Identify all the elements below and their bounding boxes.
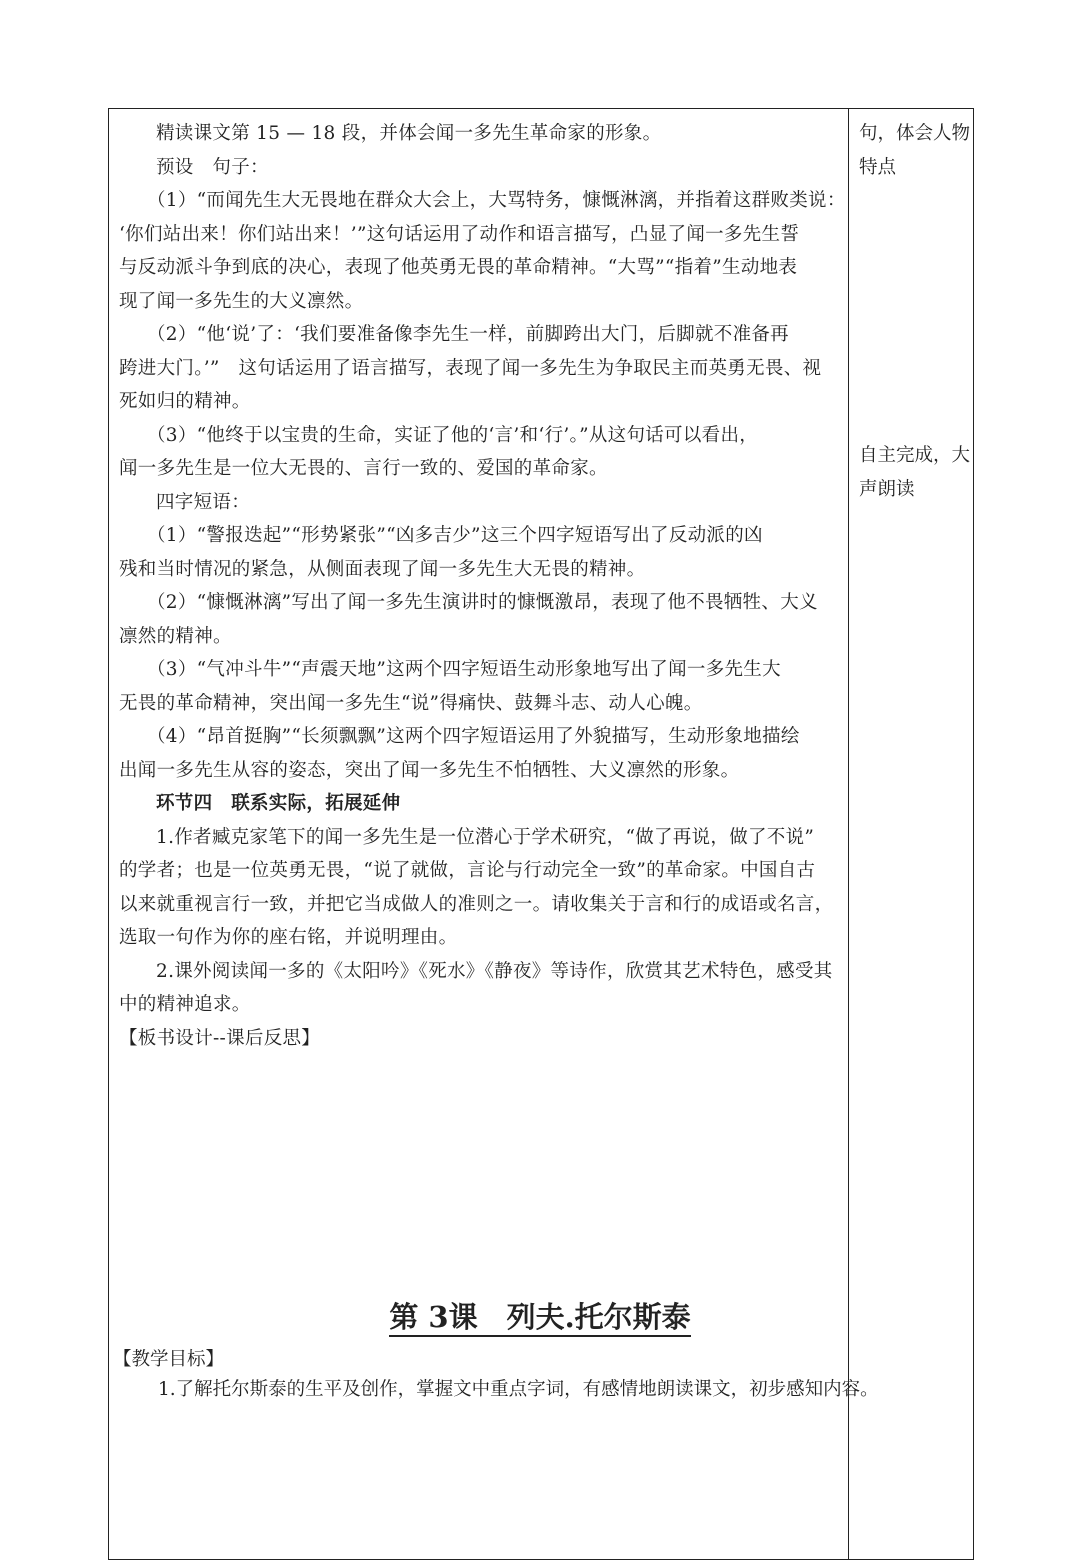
content-line: 选取一句作为你的座右铭，并说明理由。 [119, 927, 458, 948]
content-line: 出闻一多先生从容的姿态，突出了闻一多先生不怕牺牲、大义凛然的形象。 [119, 759, 740, 781]
teaching-goals-heading: 【教学目标】 [113, 1349, 225, 1370]
content-line: （2）“他‘说’了：‘我们要准备像李先生一样，前脚跨出大门，后脚就不准备再 [147, 324, 789, 345]
content-line: 无畏的革命精神，突出闻一多先生“说”得痛快、鼓舞斗志、动人心魄。 [119, 692, 703, 714]
side-note-line: 声朗读 [859, 478, 915, 500]
content-line: ‘你们站出来！你们站出来！’”这句话运用了动作和语言描写，凸显了闻一多先生誓 [119, 223, 800, 245]
content-line: （4）“昂首挺胸”“长须飘飘”这两个四字短语运用了外貌描写，生动形象地描绘 [147, 726, 800, 747]
content-line: 现了闻一多先生的大义凛然。 [119, 290, 364, 312]
content-line: 预设 句子： [156, 156, 269, 178]
content-line: （3）“他终于以宝贵的生命，实证了他的‘言’和‘行’。”从这句话可以看出， [147, 424, 759, 446]
content-line: 2.课外阅读闻一多的《太阳吟》《死水》《静夜》等诗作，欣赏其艺术特色，感受其 [156, 960, 833, 982]
content-line: 的学者；也是一位英勇无畏，“说了就做，言论与行动完全一致”的革命家。中国自古 [119, 860, 816, 881]
content-line: 凛然的精神。 [119, 625, 232, 647]
content-line: 四字短语： [156, 491, 251, 513]
content-line: 环节四 联系实际，拓展延伸 [156, 793, 401, 814]
side-note-character [859, 117, 970, 184]
content-line: 残和当时情况的紧急，从侧面表现了闻一多先生大无畏的精神。 [119, 558, 646, 580]
content-line: 【板书设计--课后反思】 [119, 1027, 321, 1049]
side-note-line: 句，体会人物 [859, 123, 971, 144]
content-line: 以来就重视言行一致，并把它当成做人的准则之一。请收集关于言和行的成语或名言， [119, 893, 834, 915]
content-line: 跨进大门。’” 这句话运用了语言描写，表现了闻一多先生为争取民主而英勇无畏、视 [119, 357, 822, 379]
content-line: （1）“警报迭起”“形势紧张”“凶多吉少”这三个四字短语写出了反动派的凶 [147, 525, 763, 546]
content-line: 精读课文第 15 — 18 段，并体会闻一多先生革命家的形象。 [156, 123, 662, 144]
content-line: 死如归的精神。 [119, 391, 251, 412]
content-line: 中的精神追求。 [119, 994, 251, 1015]
lesson-title [0, 1297, 1080, 1337]
design-notes-cell [849, 109, 976, 1559]
side-note-line: 自主完成，大 [859, 445, 971, 466]
content-line: （2）“慷慨淋漓”写出了闻一多先生演讲时的慷慨激昂，表现了他不畏牺牲、大义 [147, 592, 818, 613]
side-note-reading [859, 439, 970, 506]
content-line: 1.作者臧克家笔下的闻一多先生是一位潜心于学术研究，“做了再说，做了不说” [156, 826, 815, 848]
content-line: 闻一多先生是一位大无畏的、言行一致的、爱国的革命家。 [119, 458, 608, 479]
content-line: （3）“气冲斗牛”“声震天地”这两个四字短语生动形象地写出了闻一多先生大 [147, 659, 781, 680]
teaching-content-cell [109, 109, 849, 1559]
side-note-line: 特点 [859, 156, 897, 178]
content-line: （1）“而闻先生大无畏地在群众大会上，大骂特务，慷慨淋漓，并指着这群败类说： [147, 190, 846, 211]
content-line: 与反动派斗争到底的决心，表现了他英勇无畏的革命精神。“大骂”“指着”生动地表 [119, 257, 798, 278]
lesson-title-text: 第 3课 列夫.托尔斯泰 [389, 1300, 690, 1337]
lesson-plan-table [108, 108, 974, 1560]
teaching-goal-item: 1.了解托尔斯泰的生平及创作，掌握文中重点字词，有感情地朗读课文，初步感知内容。 [158, 1379, 879, 1400]
